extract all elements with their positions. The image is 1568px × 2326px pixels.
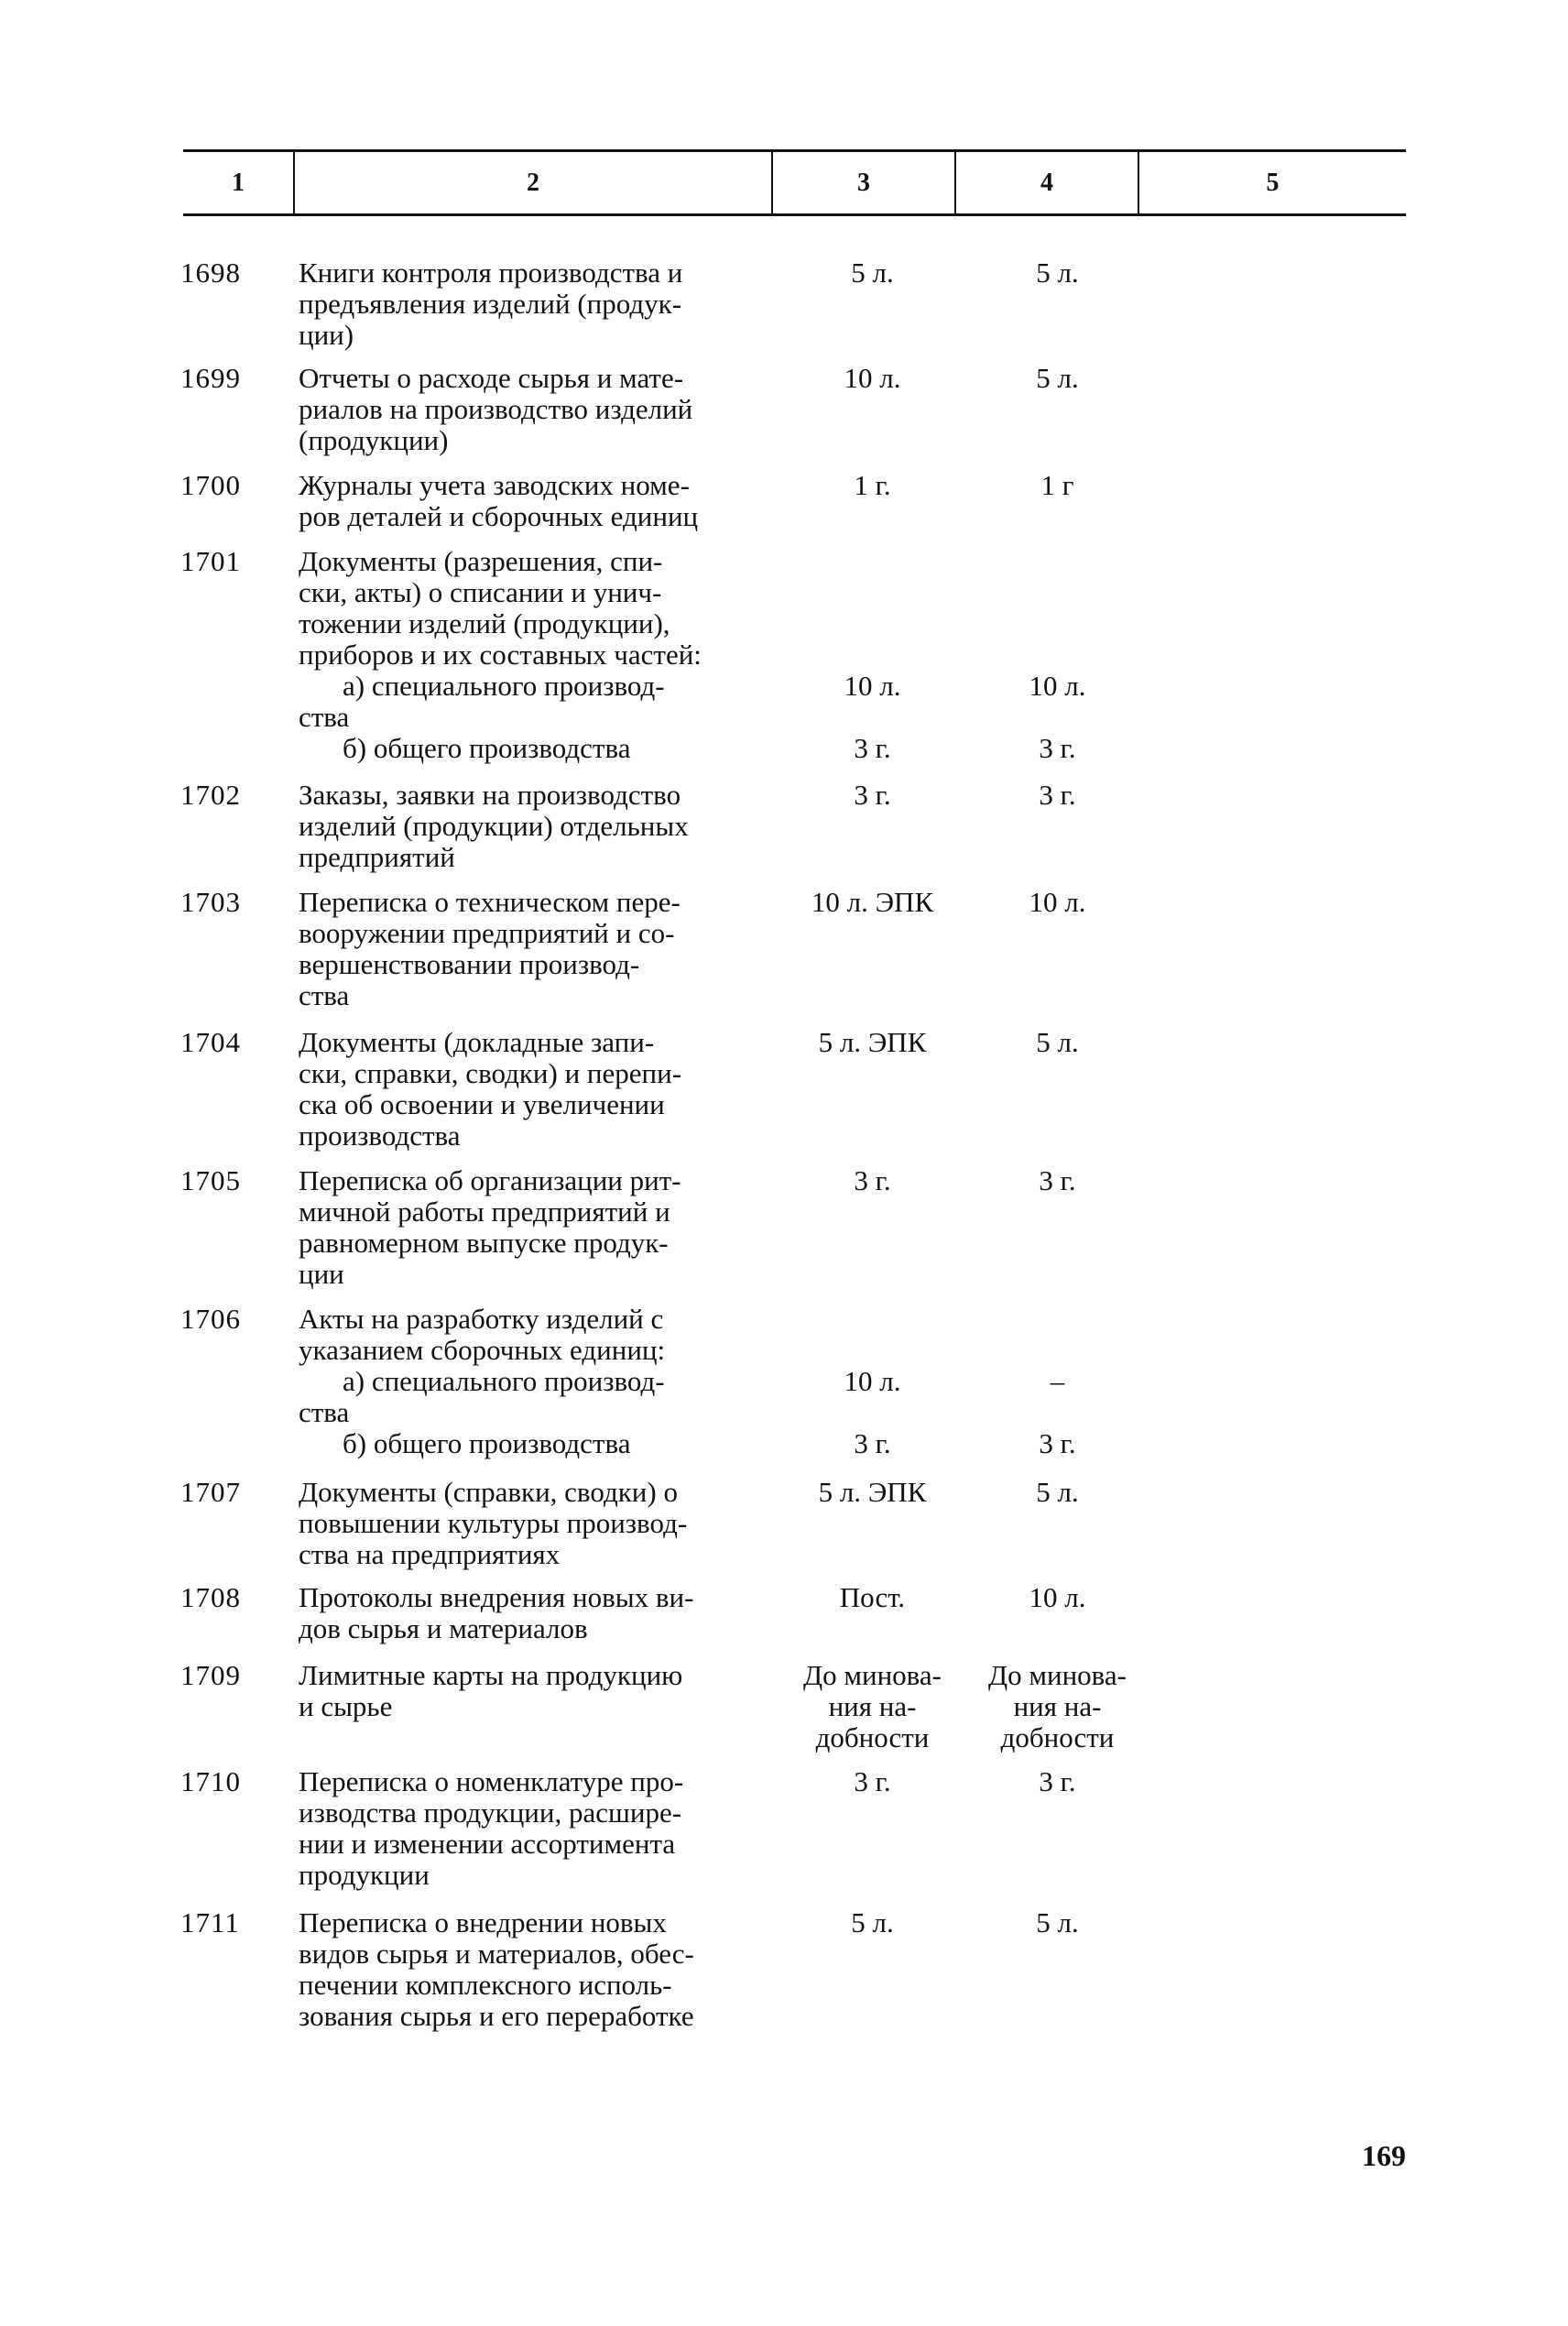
row-description: повышении культуры производ-: [299, 1507, 688, 1539]
row-description: ства: [299, 979, 350, 1011]
row-description: ска об освоении и увеличении: [299, 1088, 665, 1120]
row-description: Документы (справки, сводки) о: [299, 1476, 678, 1508]
row-description: вершенствовании производ-: [299, 948, 640, 980]
row-description: равномерном выпуске продук-: [299, 1227, 669, 1259]
row-description: изводства продукции, расшире-: [299, 1796, 682, 1829]
retention-col-3: 5 л. ЭПК: [818, 1026, 927, 1058]
row-line: [0, 702, 1568, 733]
row-number: 1700: [180, 469, 241, 501]
row-description: Книги контроля производства и: [299, 257, 683, 289]
retention-col-3: 3 г.: [854, 779, 891, 811]
row-line: [0, 2001, 1568, 2032]
row-line: [0, 1397, 1568, 1428]
row-line: [0, 887, 1568, 918]
row-description: ров деталей и сборочных единиц: [299, 500, 699, 532]
row-line: [0, 1582, 1568, 1613]
retention-col-3: 5 л.: [851, 257, 894, 289]
row-line: [0, 1165, 1568, 1196]
retention-col-3: До минова-: [802, 1659, 942, 1691]
row-number: 1706: [180, 1303, 241, 1335]
header-col-5: 5: [1266, 168, 1279, 197]
row-number: 1703: [180, 886, 241, 918]
retention-col-3: ния на-: [828, 1690, 917, 1722]
row-line: [0, 842, 1568, 873]
row-number: 1704: [180, 1026, 241, 1058]
row-description: мичной работы предприятий и: [299, 1196, 670, 1228]
retention-col-4: добности: [1000, 1721, 1115, 1753]
row-description: приборов и их составных частей:: [299, 639, 702, 671]
row-description: (продукции): [299, 424, 449, 456]
row-description: Заказы, заявки на производство: [299, 779, 681, 811]
row-description: риалов на производство изделий: [299, 393, 693, 425]
page-number: 169: [1362, 2139, 1406, 2172]
row-line: [0, 1058, 1568, 1089]
row-line: [0, 949, 1568, 980]
row-description: Акты на разработку изделий с: [299, 1303, 664, 1335]
retention-col-3: 3 г.: [854, 1164, 891, 1196]
retention-col-4: 10 л.: [1029, 1581, 1086, 1613]
row-line: [0, 1539, 1568, 1570]
row-description: Переписка о техническом пере-: [299, 886, 681, 918]
row-description: ства: [299, 701, 350, 733]
row-line: [0, 1660, 1568, 1691]
retention-col-4: 5 л.: [1036, 257, 1079, 289]
row-line: [0, 289, 1568, 320]
row-line: [0, 1428, 1568, 1459]
row-line: [0, 1508, 1568, 1539]
row-description: предприятий: [299, 841, 455, 873]
row-line: [0, 1860, 1568, 1891]
row-line: [0, 1766, 1568, 1797]
retention-col-4: 5 л.: [1036, 1906, 1079, 1938]
row-description: б) общего производства: [343, 732, 631, 764]
row-description: Переписка о внедрении новых: [299, 1906, 667, 1938]
row-description: б) общего производства: [343, 1427, 631, 1459]
row-line: [0, 1335, 1568, 1366]
retention-col-4: 3 г.: [1039, 1765, 1076, 1797]
row-line: [0, 733, 1568, 764]
row-description: дов сырья и материалов: [299, 1612, 588, 1644]
retention-col-4: 3 г.: [1039, 1164, 1076, 1196]
retention-col-4: ния на-: [1013, 1690, 1102, 1722]
row-number: 1711: [180, 1906, 240, 1938]
retention-col-3: 3 г.: [854, 732, 891, 764]
retention-col-3: 10 л. ЭПК: [811, 886, 934, 918]
row-line: [0, 1259, 1568, 1290]
retention-col-3: добности: [815, 1721, 930, 1753]
header-col-3: 3: [857, 168, 870, 197]
row-description: ски, акты) о списании и унич-: [299, 576, 662, 608]
row-description: ции): [299, 319, 354, 351]
row-line: [0, 980, 1568, 1011]
header-col-1: 1: [232, 168, 245, 197]
row-line: [0, 1304, 1568, 1335]
row-line: [0, 918, 1568, 949]
row-line: [0, 1907, 1568, 1938]
row-line: [0, 1477, 1568, 1508]
header-col-2: 2: [527, 168, 539, 197]
row-line: [0, 608, 1568, 639]
row-description: предъявления изделий (продук-: [299, 288, 682, 320]
retention-col-4: 10 л.: [1029, 670, 1086, 702]
row-line: [0, 1228, 1568, 1259]
row-line: [0, 1970, 1568, 2001]
row-line: [0, 1366, 1568, 1397]
retention-col-4: 10 л.: [1029, 886, 1086, 918]
row-line: [0, 639, 1568, 671]
row-line: [0, 546, 1568, 577]
retention-col-4: –: [1050, 1365, 1065, 1397]
retention-col-3: 10 л.: [844, 670, 901, 702]
row-description: Отчеты о расходе сырья и мате-: [299, 362, 684, 394]
retention-col-4: 3 г.: [1039, 1427, 1076, 1459]
row-number: 1709: [180, 1659, 241, 1691]
row-description: указанием сборочных единиц:: [299, 1334, 666, 1366]
row-description: Документы (разрешения, спи-: [299, 545, 663, 577]
row-number: 1699: [180, 362, 241, 394]
row-description: ства: [299, 1396, 350, 1428]
retention-col-3: 10 л.: [844, 362, 901, 394]
row-description: Переписка о номенклатуре про-: [299, 1765, 684, 1797]
row-description: продукции: [299, 1859, 430, 1891]
row-description: ции: [299, 1258, 344, 1290]
row-line: [0, 811, 1568, 842]
row-number: 1702: [180, 779, 241, 811]
row-description: Лимитные карты на продукцию: [299, 1659, 683, 1691]
row-description: видов сырья и материалов, обес-: [299, 1938, 694, 1970]
row-line: [0, 1196, 1568, 1228]
retention-col-4: До минова-: [987, 1659, 1127, 1691]
row-description: зования сырья и его переработке: [299, 2000, 694, 2032]
row-description: и сырье: [299, 1690, 393, 1722]
row-description: а) специального производ-: [343, 1365, 665, 1397]
retention-col-3: 1 г.: [854, 469, 891, 501]
row-description: ства на предприятиях: [299, 1538, 561, 1570]
row-description: вооружении предприятий и со-: [299, 917, 675, 949]
retention-col-3: Пост.: [839, 1581, 906, 1613]
row-description: производства: [299, 1119, 461, 1152]
row-number: 1708: [180, 1581, 241, 1613]
retention-col-3: 5 л.: [851, 1906, 894, 1938]
row-line: [0, 257, 1568, 289]
row-description: Протоколы внедрения новых ви-: [299, 1581, 694, 1613]
row-description: тожении изделий (продукции),: [299, 607, 670, 639]
row-description: а) специального производ-: [343, 670, 665, 702]
row-description: Документы (докладные запи-: [299, 1026, 655, 1058]
row-line: [0, 577, 1568, 608]
row-description: нии и изменении ассортимента: [299, 1828, 676, 1860]
row-number: 1707: [180, 1476, 241, 1508]
row-description: ски, справки, сводки) и перепи-: [299, 1057, 682, 1089]
retention-col-4: 3 г.: [1039, 732, 1076, 764]
row-line: [0, 1722, 1568, 1753]
row-description: Переписка об организации рит-: [299, 1164, 681, 1196]
retention-col-4: 3 г.: [1039, 779, 1076, 811]
header-col-4: 4: [1040, 168, 1053, 197]
row-line: [0, 1120, 1568, 1152]
retention-col-3: 5 л. ЭПК: [818, 1476, 927, 1508]
retention-col-4: 5 л.: [1036, 1026, 1079, 1058]
retention-col-4: 1 г: [1040, 469, 1074, 501]
retention-col-4: 5 л.: [1036, 1476, 1079, 1508]
retention-col-4: 5 л.: [1036, 362, 1079, 394]
row-line: [0, 1797, 1568, 1829]
retention-col-3: 3 г.: [854, 1427, 891, 1459]
row-line: [0, 501, 1568, 532]
row-line: [0, 470, 1568, 501]
row-description: Журналы учета заводских номе-: [299, 469, 690, 501]
row-number: 1698: [180, 257, 241, 289]
row-line: [0, 1938, 1568, 1970]
row-line: [0, 394, 1568, 425]
row-number: 1705: [180, 1164, 241, 1196]
row-line: [0, 1089, 1568, 1120]
row-line: [0, 671, 1568, 702]
row-line: [0, 1691, 1568, 1722]
row-line: [0, 780, 1568, 811]
retention-col-3: 3 г.: [854, 1765, 891, 1797]
row-line: [0, 1027, 1568, 1058]
row-line: [0, 1829, 1568, 1860]
row-line: [0, 363, 1568, 394]
row-number: 1701: [180, 545, 241, 577]
row-description: печении комплексного исполь-: [299, 1969, 672, 2001]
row-number: 1710: [180, 1765, 241, 1797]
row-line: [0, 1613, 1568, 1644]
retention-col-3: 10 л.: [844, 1365, 901, 1397]
row-line: [0, 425, 1568, 456]
row-description: изделий (продукции) отдельных: [299, 810, 689, 842]
row-line: [0, 320, 1568, 351]
